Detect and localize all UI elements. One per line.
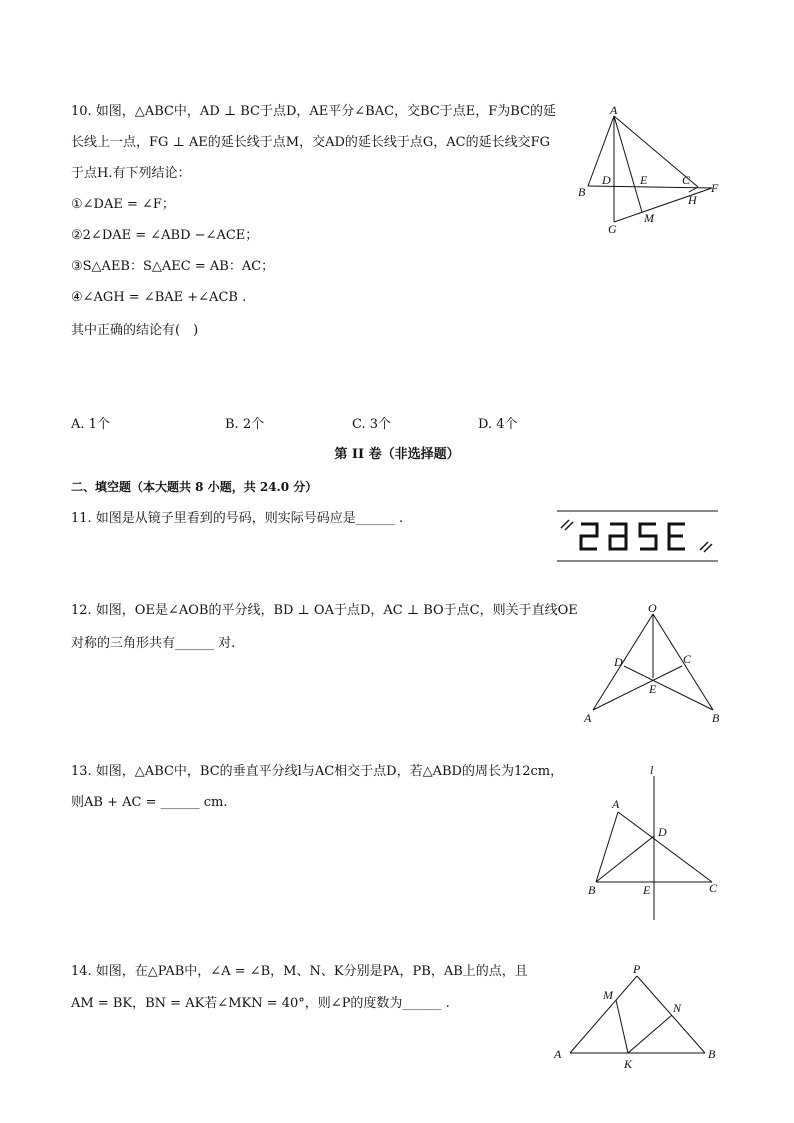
q14-label-B: B: [708, 1047, 716, 1061]
q13-label-D: D: [658, 825, 667, 839]
q14-label-P: P: [633, 962, 641, 976]
q12-label-C: C: [683, 652, 692, 666]
q10-label-B: B: [578, 185, 586, 199]
q12-line1: 12. 如图，OE是∠AOB的平分线，BD ⊥ OA于点D，AC ⊥ BO于点C，则关于直线OE: [71, 603, 578, 618]
q14-line2: AM = BK，BN = AK若∠MKN = 40°，则∠P的度数为______ .: [71, 996, 450, 1011]
q10-line3: 于点H.有下列结论：: [71, 166, 191, 181]
q13-line1: 13. 如图，△ABC中，BC的垂直平分线l与AC相交于点D，若△ABD的周长为12cm，: [71, 764, 564, 779]
q14-label-M: M: [603, 988, 613, 1002]
q13-line2: 则AB + AC = ______ cm.: [71, 795, 228, 810]
q10-option-2: ②2∠DAE = ∠ABD −∠ACE；: [71, 228, 259, 243]
q13-label-E: E: [643, 883, 651, 897]
q12-figure: [578, 598, 728, 728]
q11-mirror-figure: [555, 508, 720, 564]
q10-label-F: F: [711, 181, 719, 195]
section-subtitle: 二、填空题（本大题共 8 小题，共 24.0 分）: [71, 480, 318, 494]
q10-label-H: H: [688, 193, 697, 207]
q11-text: 11. 如图是从镜子里看到的号码，则实际号码应是______ .: [71, 511, 404, 526]
q10-line2: 长线上一点，FG ⊥ AE的延长线于点M，交AD的延长线于点G，AC的延长线交FG: [71, 135, 551, 150]
q10-label-E: E: [640, 173, 648, 187]
q10-label-C: C: [682, 173, 691, 187]
q12-label-O: O: [648, 601, 657, 615]
q10-choice-a[interactable]: A. 1个: [71, 417, 110, 432]
q14-label-N: N: [673, 1001, 682, 1015]
q10-label-A: A: [610, 103, 618, 117]
q13-label-B: B: [588, 883, 596, 897]
section-title: 第 II 卷（非选择题）: [334, 447, 460, 462]
q10-label-M: M: [644, 211, 654, 225]
q10-option-4: ④∠AGH = ∠BAE +∠ACB .: [71, 290, 247, 305]
q13-figure: [580, 762, 730, 924]
q12-label-A: A: [584, 711, 592, 725]
q13-label-A: A: [612, 797, 620, 811]
q13-label-C: C: [709, 881, 718, 895]
q14-figure: [550, 960, 725, 1072]
q10-choice-d[interactable]: D. 4个: [478, 417, 518, 432]
q12-label-D: D: [614, 655, 623, 669]
q14-label-A: A: [554, 1047, 562, 1061]
q10-choice-b[interactable]: B. 2个: [225, 417, 265, 432]
q12-label-B: B: [712, 711, 720, 725]
q10-label-G: G: [608, 222, 617, 236]
q10-line1: 10. 如图，△ABC中，AD ⊥ BC于点D，AE平分∠BAC，交BC于点E，F为BC的延: [71, 104, 557, 119]
q10-question: 其中正确的结论有( ): [71, 323, 199, 338]
q14-label-K: K: [624, 1057, 633, 1071]
q10-option-1: ①∠DAE = ∠F；: [71, 197, 175, 212]
q14-line1: 14. 如图，在△PAB中，∠A = ∠B，M、N、K分别是PA，PB，AB上的点，且: [71, 964, 528, 979]
q12-label-E: E: [649, 682, 657, 696]
mirror-digits: [581, 524, 685, 549]
q10-label-D: D: [602, 173, 611, 187]
q10-option-3: ③S△AEB：S△AEC = AB：AC；: [71, 259, 275, 274]
q10-choice-c[interactable]: C. 3个: [352, 417, 392, 432]
q13-label-l: l: [650, 763, 654, 777]
q12-line2: 对称的三角形共有______ 对.: [71, 636, 236, 651]
q10-figure: [570, 100, 730, 240]
